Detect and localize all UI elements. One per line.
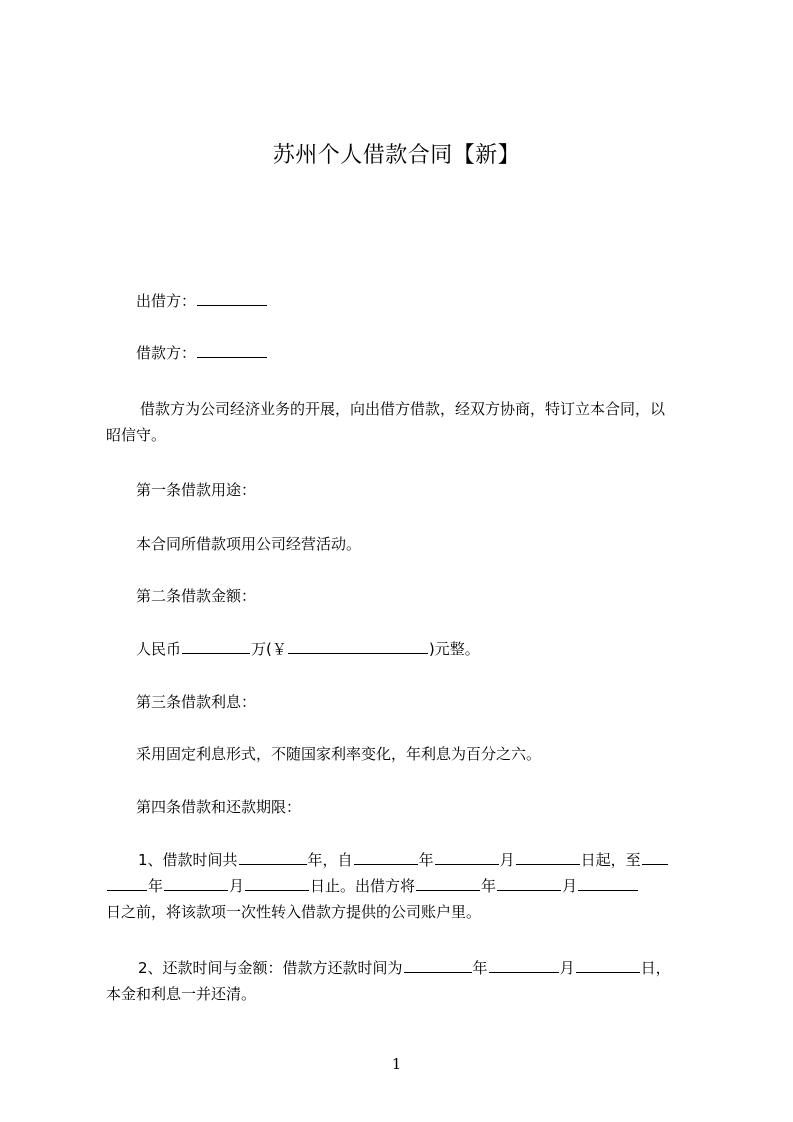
- start-day-blank[interactable]: [516, 847, 580, 865]
- clause-1-text-h: 日止。出借方将: [310, 877, 416, 895]
- clause-1-text-c: 年: [418, 851, 434, 869]
- article-2-heading: 第二条借款金额：: [136, 587, 257, 605]
- article-1-body: 本合同所借款项用公司经营活动。: [136, 535, 362, 553]
- clause-1-text-i: 年: [481, 877, 497, 895]
- end-day-blank[interactable]: [245, 873, 309, 891]
- clause-2-line-2: 本金和利息一并还清。: [106, 985, 257, 1003]
- transfer-year-blank[interactable]: [416, 873, 480, 891]
- transfer-month-blank[interactable]: [497, 873, 561, 891]
- preamble-line-2: 昭信守。: [106, 426, 167, 444]
- clause-1-line-1: [106, 847, 702, 873]
- amount-prefix: 人民币: [136, 640, 182, 658]
- clause-1-line-2: [106, 873, 702, 899]
- clause-1-text-f: 年: [148, 877, 164, 895]
- repay-day-blank[interactable]: [576, 955, 640, 973]
- lender-blank[interactable]: [197, 288, 267, 306]
- article-4-clause-1: [106, 847, 702, 925]
- article-4-clause-2: [106, 955, 702, 1007]
- clause-2-text-c: 月: [559, 959, 575, 977]
- clause-1-text-a: 1、借款时间共: [138, 851, 238, 869]
- clause-1-text-e: 日起，至: [580, 851, 641, 869]
- transfer-day-blank[interactable]: [578, 873, 638, 891]
- clause-2-text-d: 日，: [640, 959, 671, 977]
- end-year-blank-part1[interactable]: [642, 847, 668, 865]
- clause-2-text-b: 年: [472, 959, 488, 977]
- article-4-heading: 第四条借款和还款期限：: [136, 798, 302, 816]
- start-month-blank[interactable]: [435, 847, 499, 865]
- start-year-blank[interactable]: [354, 847, 418, 865]
- preamble-line-1: 借款方为公司经济业务的开展，向出借方借款，经双方协商，特订立本合同，以: [140, 400, 666, 418]
- clause-1-text-j: 月: [562, 877, 578, 895]
- clause-1-line-3: 日之前，将该款项一次性转入借款方提供的公司账户里。: [106, 903, 482, 921]
- repay-year-blank[interactable]: [404, 955, 472, 973]
- article-1-heading: 第一条借款用途：: [136, 481, 257, 499]
- clause-2-line-1: [106, 955, 702, 981]
- end-year-blank-part2[interactable]: [107, 873, 147, 891]
- clause-1-text-b: 年，自: [307, 851, 353, 869]
- amount-suffix: )元整。: [428, 640, 480, 658]
- amount-yuan-blank[interactable]: [288, 636, 428, 654]
- amount-wan-blank[interactable]: [182, 636, 250, 654]
- article-3-body: 采用固定利息形式，不随国家利率变化，年利息为百分之六。: [136, 745, 542, 763]
- page-number: 1: [391, 1055, 402, 1073]
- borrower-line: [136, 340, 268, 366]
- loan-duration-blank[interactable]: [239, 847, 307, 865]
- article-3-heading: 第三条借款利息：: [136, 693, 257, 711]
- repay-month-blank[interactable]: [489, 955, 559, 973]
- article-2-amount-line: [136, 636, 480, 662]
- borrower-blank[interactable]: [197, 340, 267, 358]
- lender-label: 出借方：: [136, 292, 197, 310]
- borrower-label: 借款方：: [136, 344, 197, 362]
- lender-line: [136, 288, 268, 314]
- clause-1-text-d: 月: [499, 851, 515, 869]
- amount-wan-label: 万(￥: [251, 640, 287, 658]
- preamble-paragraph: [106, 396, 702, 448]
- clause-1-text-g: 月: [229, 877, 245, 895]
- end-month-blank[interactable]: [164, 873, 228, 891]
- clause-2-text-a: 2、还款时间与金额：借款方还款时间为: [138, 959, 403, 977]
- document-title: 苏州个人借款合同【新】: [272, 143, 521, 168]
